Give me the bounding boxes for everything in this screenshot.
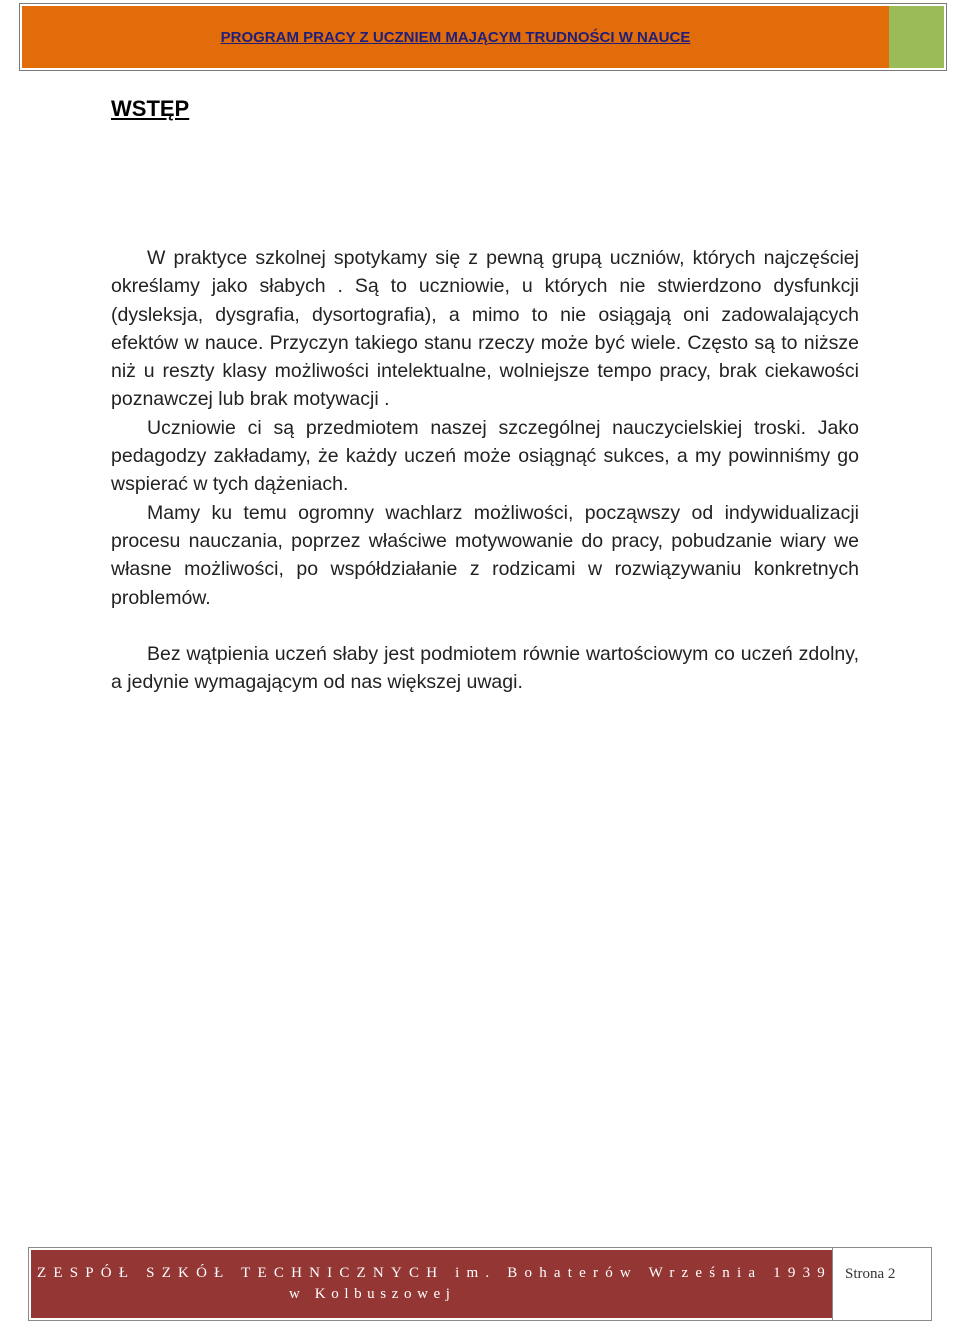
paragraph-spacer — [111, 612, 859, 640]
section-heading: WSTĘP — [111, 96, 190, 121]
footer-school-name: ZESPÓŁ SZKÓŁ TECHNICZNYCH im. Bohaterów Września 1939 — [37, 1265, 832, 1281]
paragraph-1: W praktyce szkolnej spotykamy się z pewną grupą uczniów, których najczęściej określamy jako słabych . Są to uczniowie, u których nie stwierdzono dysfunkcji (dysleksja, dysgrafia, dysortografia), a mimo to nie osiągają oni zadowalających efektów w nauce. Przyczyn takiego stanu rzeczy może być wiele. Często są to niższe niż u reszty klasy możliwości intelektualne, wolniejsze tempo pracy, brak ciekawości poznawczej lub brak motywacji . — [111, 247, 859, 411]
footer-school-bar — [31, 1250, 832, 1318]
header-title-bar — [22, 6, 889, 68]
header-accent-block — [889, 6, 944, 68]
page-header — [19, 3, 947, 71]
footer-school-location: w Kolbuszowej — [289, 1286, 456, 1302]
page-number: Strona 2 — [832, 1248, 931, 1320]
document-body — [111, 244, 859, 696]
page-footer — [28, 1247, 932, 1321]
paragraph-3: Mamy ku temu ogromny wachlarz możliwości, począwszy od indywidualizacji procesu nauczania, poprzez właściwe motywowanie do pracy, pobudzanie wiary we własne możliwości, po współdziałanie z rodzicami w rozwiązywaniu konkretnych problemów. — [111, 501, 859, 609]
paragraph-4: Bez wątpienia uczeń słaby jest podmiotem równie wartościowym co uczeń zdolny, a jedynie wymagającym od nas większej uwagi. — [111, 642, 859, 694]
paragraph-2: Uczniowie ci są przedmiotem naszej szczególnej nauczycielskiej troski. Jako pedagodzy zakładamy, że każdy uczeń może osiągnąć sukces, a my powinniśmy go wspierać w tych dążeniach. — [111, 416, 859, 496]
header-title: PROGRAM PRACY Z UCZNIEM MAJĄCYM TRUDNOŚCI W NAUCE — [220, 28, 691, 46]
